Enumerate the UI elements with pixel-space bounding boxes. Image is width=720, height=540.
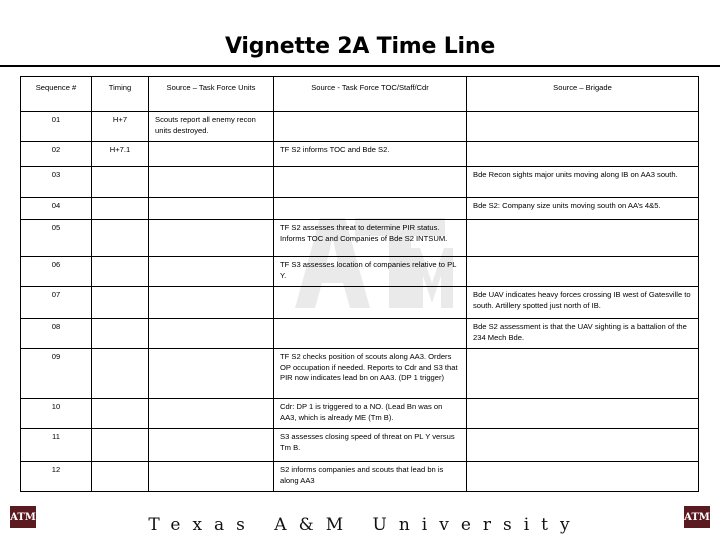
table-row bbox=[21, 429, 699, 462]
toc-cell: Cdr: DP 1 is triggered to a NO. (Lead Bn was on AA3, which is already ME (Tm B). bbox=[274, 399, 467, 429]
timing-cell bbox=[92, 220, 149, 257]
brigade-cell bbox=[467, 220, 699, 257]
brigade-cell bbox=[467, 399, 699, 429]
units-cell: Scouts report all enemy recon units destroyed. bbox=[149, 112, 274, 142]
units-cell bbox=[149, 287, 274, 319]
toc-cell: TF S2 informs TOC and Bde S2. bbox=[274, 142, 467, 167]
brigade-cell: Bde S2: Company size units moving south on AA’s 4&5. bbox=[467, 198, 699, 220]
timing-cell bbox=[92, 257, 149, 287]
units-cell bbox=[149, 167, 274, 198]
sequence-cell: 09 bbox=[21, 349, 92, 399]
footer-university-name: Texas A&M University bbox=[148, 515, 582, 535]
logo-text-left: ATM bbox=[10, 511, 36, 523]
timing-cell bbox=[92, 462, 149, 492]
timing-cell bbox=[92, 319, 149, 349]
timing-cell bbox=[92, 167, 149, 198]
title-divider bbox=[0, 65, 720, 67]
table-row bbox=[21, 349, 699, 399]
sequence-cell: 06 bbox=[21, 257, 92, 287]
table-row bbox=[21, 319, 699, 349]
timing-cell: H+7.1 bbox=[92, 142, 149, 167]
sequence-cell: 04 bbox=[21, 198, 92, 220]
units-cell bbox=[149, 198, 274, 220]
brigade-cell bbox=[467, 257, 699, 287]
timing-cell bbox=[92, 287, 149, 319]
brigade-cell bbox=[467, 112, 699, 142]
units-cell bbox=[149, 319, 274, 349]
units-cell bbox=[149, 257, 274, 287]
sequence-cell: 08 bbox=[21, 319, 92, 349]
header-source-units: Source – Task Force Units bbox=[149, 77, 274, 112]
toc-cell bbox=[274, 112, 467, 142]
brigade-cell: Bde Recon sights major units moving along IB on AA3 south. bbox=[467, 167, 699, 198]
sequence-cell: 01 bbox=[21, 112, 92, 142]
sequence-cell: 02 bbox=[21, 142, 92, 167]
timing-cell bbox=[92, 198, 149, 220]
table-row bbox=[21, 462, 699, 492]
toc-cell bbox=[274, 167, 467, 198]
toc-cell: S2 informs companies and scouts that lead bn is along AA3 bbox=[274, 462, 467, 492]
timing-cell: H+7 bbox=[92, 112, 149, 142]
table-row bbox=[21, 287, 699, 319]
sequence-cell: 11 bbox=[21, 429, 92, 462]
timing-cell bbox=[92, 399, 149, 429]
units-cell bbox=[149, 462, 274, 492]
sequence-cell: 10 bbox=[21, 399, 92, 429]
toc-cell bbox=[274, 198, 467, 220]
units-cell bbox=[149, 220, 274, 257]
units-cell bbox=[149, 349, 274, 399]
brigade-cell: Bde UAV indicates heavy forces crossing IB west of Gatesville to south. Artillery spotted just north of IB. bbox=[467, 287, 699, 319]
brigade-cell bbox=[467, 142, 699, 167]
brigade-cell: Bde S2 assessment is that the UAV sighting is a battalion of the 234 Mech Bde. bbox=[467, 319, 699, 349]
sequence-cell: 05 bbox=[21, 220, 92, 257]
table-row bbox=[21, 257, 699, 287]
units-cell bbox=[149, 142, 274, 167]
sequence-cell: 07 bbox=[21, 287, 92, 319]
timing-cell bbox=[92, 349, 149, 399]
toc-cell bbox=[274, 319, 467, 349]
header-source-brigade: Source – Brigade bbox=[467, 77, 699, 112]
timing-cell bbox=[92, 429, 149, 462]
toc-cell: S3 assesses closing speed of threat on PL Y versus Tm B. bbox=[274, 429, 467, 462]
header-timing: Timing bbox=[92, 77, 149, 112]
page-title: Vignette 2A Time Line bbox=[224, 34, 496, 59]
table-row bbox=[21, 198, 699, 220]
sequence-cell: 12 bbox=[21, 462, 92, 492]
units-cell bbox=[149, 429, 274, 462]
table-row bbox=[21, 167, 699, 198]
university-logo-right bbox=[684, 506, 710, 528]
footer bbox=[0, 510, 720, 540]
header-source-toc: Source - Task Force TOC/Staff/Cdr bbox=[274, 77, 467, 112]
table-row bbox=[21, 220, 699, 257]
header-sequence: Sequence # bbox=[21, 77, 92, 112]
units-cell bbox=[149, 399, 274, 429]
brigade-cell bbox=[467, 462, 699, 492]
table-row bbox=[21, 112, 699, 142]
sequence-cell: 03 bbox=[21, 167, 92, 198]
toc-cell: TF S3 assesses location of companies relative to PL Y. bbox=[274, 257, 467, 287]
toc-cell bbox=[274, 287, 467, 319]
table-row bbox=[21, 142, 699, 167]
toc-cell: TF S2 assesses threat to determine PIR status. Informs TOC and Companies of Bde S2 INTSUM. bbox=[274, 220, 467, 257]
brigade-cell bbox=[467, 429, 699, 462]
logo-text-right: ATM bbox=[684, 511, 710, 523]
brigade-cell bbox=[467, 349, 699, 399]
table-row bbox=[21, 399, 699, 429]
toc-cell: TF S2 checks position of scouts along AA3. Orders OP occupation if needed. Reports to Cdr and S3 that PIR now indicates lead bn on AA3. (DP 1 trigger) bbox=[274, 349, 467, 399]
table-header-row bbox=[21, 77, 699, 112]
timeline-table bbox=[20, 76, 699, 492]
